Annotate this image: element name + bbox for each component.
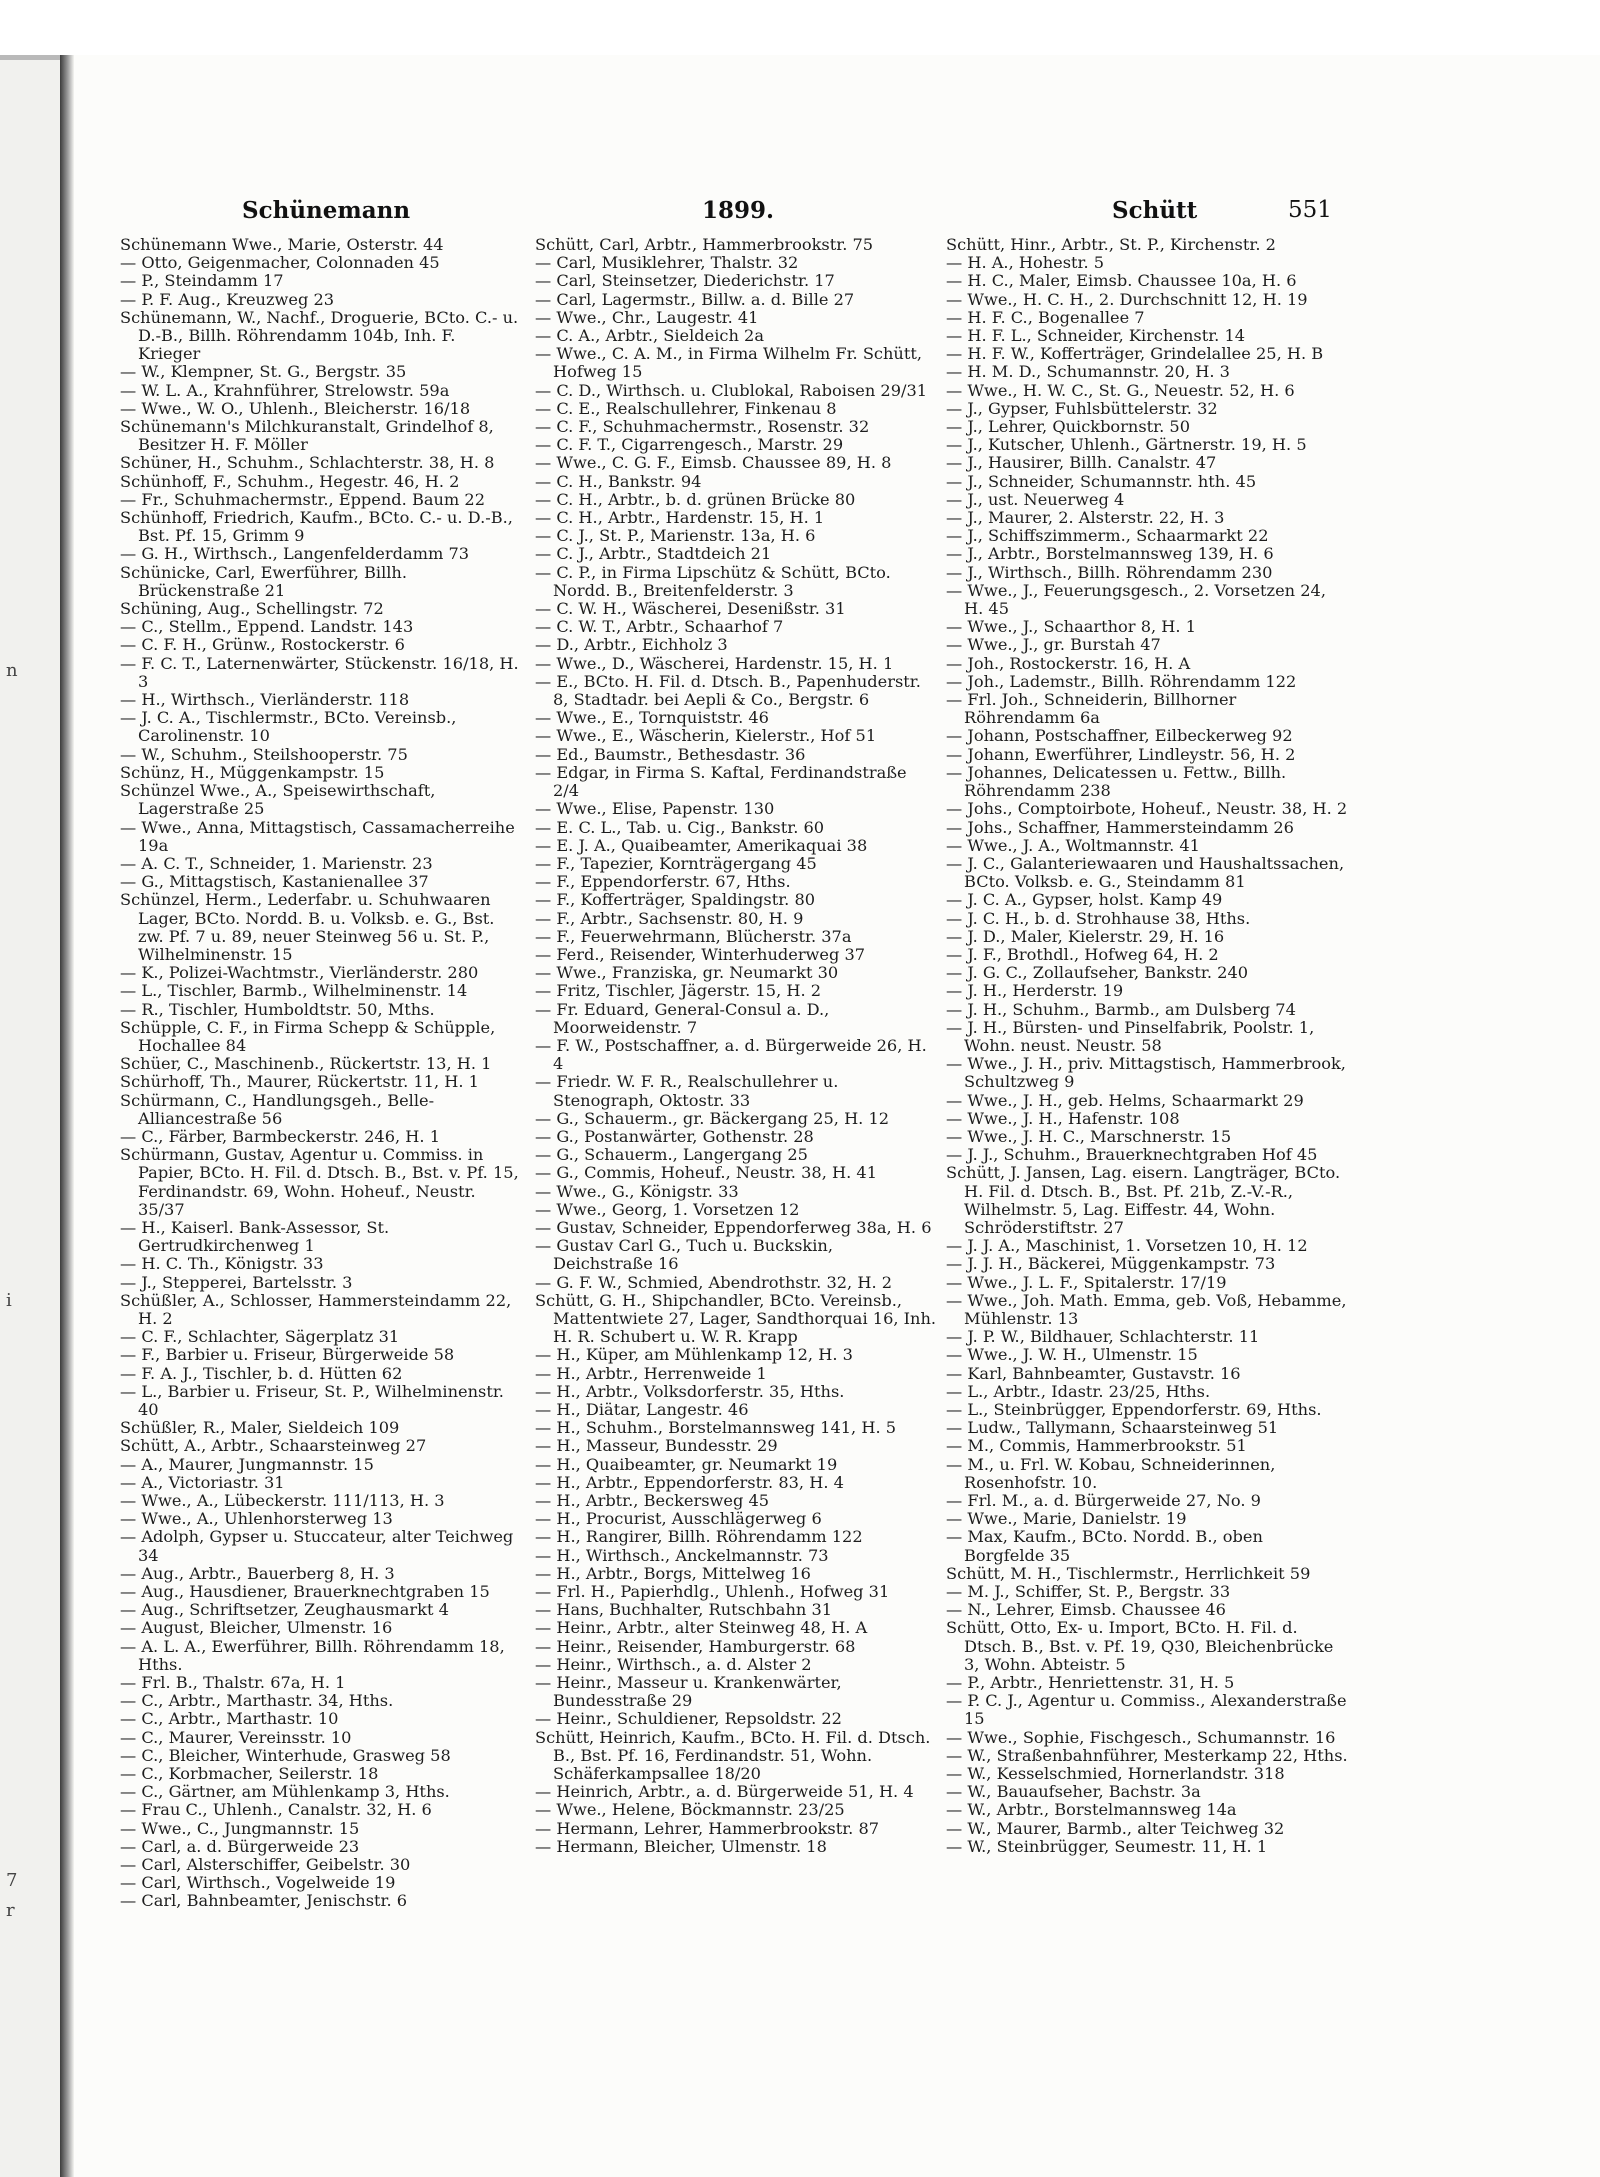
directory-entry: — H., Wirthsch., Vierländerstr. 118	[120, 690, 410, 710]
directory-entry: — Wwe., H. W. C., St. G., Neuestr. 52, H. 6	[946, 380, 1295, 400]
directory-column-2	[535, 236, 937, 1856]
directory-entry: — Hans, Buchhalter, Rutschbahn 31	[535, 1600, 833, 1620]
directory-entry: — Wwe., D., Wäscherei, Hardenstr. 15, H. 1	[535, 653, 894, 673]
directory-entry: — Ed., Baumstr., Bethesdastr. 36	[535, 744, 806, 764]
directory-entry: — E. C. L., Tab. u. Cig., Bankstr. 60	[535, 817, 825, 837]
directory-entry: — Wwe., J. H., Hafenstr. 108	[946, 1108, 1180, 1128]
directory-entry: — Carl, Lagermstr., Billw. a. d. Bille 27	[535, 289, 855, 309]
directory-entry: — Carl, Musiklehrer, Thalstr. 32	[535, 253, 799, 273]
directory-entry: Schütt, Hinr., Arbtr., St. P., Kirchenstr. 2	[946, 235, 1276, 254]
directory-entry: Schüer, C., Maschinenb., Rückertstr. 13, H. 1	[120, 1054, 492, 1074]
directory-entry: — Gustav, Schneider, Eppendorferweg 38a, H. 6	[535, 1217, 932, 1237]
directory-entry: — J. H., Herderstr. 19	[946, 981, 1124, 1001]
directory-entry: — M. J., Schiffer, St. P., Bergstr. 33	[946, 1582, 1231, 1602]
directory-entry: — H., Schuhm., Borstelmannsweg 141, H. 5	[535, 1418, 897, 1438]
directory-entry: — Heinr., Arbtr., alter Steinweg 48, H. A	[535, 1618, 868, 1638]
directory-entry: — Frl. H., Papierhdlg., Uhlenh., Hofweg 31	[535, 1582, 890, 1602]
directory-entry: — F. A. J., Tischler, b. d. Hütten 62	[120, 1363, 403, 1383]
directory-entry: — J. J. H., Bäckerei, Müggenkampstr. 73	[946, 1254, 1276, 1274]
directory-entry: — H. F. W., Kofferträger, Grindelallee 25, H. B	[946, 344, 1324, 364]
directory-entry: — P. C. J., Agentur u. Commiss., Alexanderstraße 15	[946, 1691, 1347, 1729]
directory-entry: — Friedr. W. F. R., Realschullehrer u. Stenograph, Oktostr. 33	[535, 1072, 839, 1110]
directory-entry: — F., Arbtr., Sachsenstr. 80, H. 9	[535, 908, 804, 928]
directory-entry: — Max, Kaufm., BCto. Nordd. B., oben Borgfelde 35	[946, 1527, 1263, 1565]
directory-entry: — H., Küper, am Mühlenkamp 12, H. 3	[535, 1345, 853, 1365]
directory-entry: — R., Tischler, Humboldtstr. 50, Mths.	[120, 999, 435, 1019]
directory-entry: Schünemann's Milchkuranstalt, Grindelhof 8, Besitzer H. F. Möller	[120, 417, 494, 455]
directory-entry: Schürhoff, Th., Maurer, Rückertstr. 11, H. 1	[120, 1072, 479, 1092]
directory-entry: Schüßler, A., Schlosser, Hammersteindamm 22, H. 2	[120, 1290, 512, 1328]
directory-entry: — Wwe., Georg, 1. Vorsetzen 12	[535, 1199, 800, 1219]
directory-entry: — Wwe., J., gr. Burstah 47	[946, 635, 1161, 655]
directory-entry: — C., Arbtr., Marthastr. 34, Hths.	[120, 1691, 394, 1711]
directory-entry: — H., Masseur, Bundesstr. 29	[535, 1436, 778, 1456]
directory-entry: — J., Schneider, Schumannstr. hth. 45	[946, 471, 1257, 491]
directory-entry: — J., Arbtr., Borstelmannsweg 139, H. 6	[946, 544, 1274, 564]
directory-entry: — F., Feuerwehrmann, Blücherstr. 37a	[535, 926, 852, 946]
directory-entry: Schüßler, R., Maler, Sieldeich 109	[120, 1418, 400, 1438]
directory-entry: — J. C. H., b. d. Strohhause 38, Hths.	[946, 908, 1251, 928]
directory-entry: — M., Commis, Hammerbrookstr. 51	[946, 1436, 1247, 1456]
directory-entry: — C., Stellm., Eppend. Landstr. 143	[120, 617, 414, 637]
directory-entry: — W., Schuhm., Steilshooperstr. 75	[120, 744, 408, 764]
directory-entry: — F. W., Postschaffner, a. d. Bürgerweide 26, H. 4	[535, 1035, 927, 1074]
directory-entry: — Wwe., Chr., Laugestr. 41	[535, 307, 759, 327]
directory-entry: — Wwe., Anna, Mittagstisch, Cassamacherreihe 19a	[120, 817, 515, 855]
directory-entry: — Frl. B., Thalstr. 67a, H. 1	[120, 1673, 346, 1693]
directory-entry: — F., Tapezier, Kornträgergang 45	[535, 853, 817, 873]
directory-entry: — Heinr., Wirthsch., a. d. Alster 2	[535, 1654, 812, 1674]
directory-entry: — Hermann, Lehrer, Hammerbrookstr. 87	[535, 1818, 880, 1838]
directory-entry: — J., Stepperei, Bartelsstr. 3	[120, 1272, 353, 1292]
directory-entry: — Fr., Schuhmachermstr., Eppend. Baum 22	[120, 489, 486, 509]
directory-entry: — Wwe., E., Wäscherin, Kielerstr., Hof 51	[535, 726, 877, 746]
directory-entry: — Carl, Wirthsch., Vogelweide 19	[120, 1873, 396, 1893]
directory-entry: Schürmann, C., Handlungsgeh., Belle-Alliancestraße 56	[120, 1090, 435, 1128]
directory-entry: — C., Maurer, Vereinsstr. 10	[120, 1727, 352, 1747]
directory-entry: — Wwe., Sophie, Fischgesch., Schumannstr. 16	[946, 1727, 1336, 1747]
directory-entry: — H., Rangirer, Billh. Röhrendamm 122	[535, 1527, 863, 1547]
directory-entry: — Johs., Comptoirbote, Hoheuf., Neustr. 38, H. 2	[946, 799, 1348, 819]
directory-entry: — Johann, Ewerführer, Lindleystr. 56, H. 2	[946, 744, 1296, 764]
directory-entry: — C. H., Arbtr., Hardenstr. 15, H. 1	[535, 508, 825, 528]
directory-entry: — P., Arbtr., Henriettenstr. 31, H. 5	[946, 1673, 1235, 1693]
directory-entry: Schüpple, C. F., in Firma Schepp & Schüpple, Hochallee 84	[120, 1017, 496, 1055]
directory-entry: — Wwe., A., Lübeckerstr. 111/113, H. 3	[120, 1491, 445, 1511]
directory-entry: — Ludw., Tallymann, Schaarsteinweg 51	[946, 1418, 1279, 1438]
directory-entry: — Wwe., Helene, Böckmannstr. 23/25	[535, 1800, 845, 1820]
directory-entry: — Carl, a. d. Bürgerweide 23	[120, 1836, 360, 1856]
directory-entry: — Aug., Arbtr., Bauerberg 8, H. 3	[120, 1563, 395, 1583]
directory-entry: — Heinr., Reisender, Hamburgerstr. 68	[535, 1636, 856, 1656]
directory-entry: — J. H., Schuhm., Barmb., am Dulsberg 74	[946, 999, 1296, 1019]
directory-entry: — H. M. D., Schumannstr. 20, H. 3	[946, 362, 1230, 382]
directory-entry: — Frau C., Uhlenh., Canalstr. 32, H. 6	[120, 1800, 432, 1820]
running-head-right: Schütt	[1112, 197, 1198, 224]
directory-entry: — J., Maurer, 2. Alsterstr. 22, H. 3	[946, 508, 1225, 528]
directory-entry: — W. L. A., Krahnführer, Strelowstr. 59a	[120, 380, 450, 400]
directory-entry: — J. C. A., Gypser, holst. Kamp 49	[946, 890, 1223, 910]
directory-entry: — Wwe., C. A. M., in Firma Wilhelm Fr. Schütt, Hofweg 15	[535, 344, 923, 382]
directory-entry: — Heinr., Schuldiener, Repsoldstr. 22	[535, 1709, 842, 1729]
directory-entry: — Ferd., Reisender, Winterhuderweg 37	[535, 944, 866, 964]
directory-entry: — A. L. A., Ewerführer, Billh. Röhrendamm 18, Hths.	[120, 1636, 505, 1674]
directory-entry: — C. P., in Firma Lipschütz & Schütt, BCto. Nordd. B., Breitenfelderstr. 3	[535, 562, 891, 600]
directory-entry: — C. W. H., Wäscherei, Desenißstr. 31	[535, 599, 846, 619]
directory-entry: — Wwe., A., Uhlenhorsterweg 13	[120, 1509, 393, 1529]
directory-entry: Schütt, G. H., Shipchandler, BCto. Vereinsb., Mattentwiete 27, Lager, Sandthorquai 16, Inh. H. R. Schubert u. W. R. Krapp	[535, 1290, 937, 1347]
directory-entry: — August, Bleicher, Ulmenstr. 16	[120, 1618, 393, 1638]
directory-entry: — C. A., Arbtr., Sieldeich 2a	[535, 326, 764, 346]
directory-entry: — H., Arbtr., Herrenweide 1	[535, 1363, 767, 1383]
directory-column-1	[120, 236, 522, 1911]
directory-entry: — Wwe., G., Königstr. 33	[535, 1181, 739, 1201]
directory-entry: — C. H., Bankstr. 94	[535, 471, 702, 491]
directory-entry: — D., Arbtr., Eichholz 3	[535, 635, 728, 655]
left-page-fragment: r	[6, 1900, 15, 1921]
directory-entry: Schütt, J. Jansen, Lag. eisern. Langträger, BCto. H. Fil. d. Dtsch. B., Bst. Pf. 21b, Z.-V.-R., Wilhelmstr. 5, Lag. Eiffestr. 44, Wohn. Schröderstiftstr. 27	[946, 1163, 1341, 1237]
directory-entry: — C. J., St. P., Marienstr. 13a, H. 6	[535, 526, 816, 546]
directory-entry: — W., Klempner, St. G., Bergstr. 35	[120, 362, 407, 382]
directory-entry: Schürmann, Gustav, Agentur u. Commiss. in Papier, BCto. H. Fil. d. Dtsch. B., Bst. v. Pf. 15, Ferdinandstr. 69, Wohn. Hoheuf., Neustr. 35/37	[120, 1145, 519, 1219]
directory-entry: — W., Bauaufseher, Bachstr. 3a	[946, 1782, 1201, 1802]
directory-entry: — H., Arbtr., Beckersweg 45	[535, 1491, 770, 1511]
directory-entry: — Wwe., J. L. F., Spitalerstr. 17/19	[946, 1272, 1227, 1292]
directory-entry: — J. C., Galanteriewaaren und Haushaltssachen, BCto. Volksb. e. G., Steindamm 81	[946, 853, 1345, 892]
directory-entry: Schünzel Wwe., A., Speisewirthschaft, Lagerstraße 25	[120, 781, 436, 819]
directory-entry: — J. J. A., Maschinist, 1. Vorsetzen 10, H. 12	[946, 1236, 1308, 1256]
directory-entry: — C. E., Realschullehrer, Finkenau 8	[535, 398, 837, 418]
directory-entry: — Heinrich, Arbtr., a. d. Bürgerweide 51, H. 4	[535, 1782, 914, 1802]
directory-entry: — Hermann, Bleicher, Ulmenstr. 18	[535, 1836, 827, 1856]
directory-entry: — J., Kutscher, Uhlenh., Gärtnerstr. 19, H. 5	[946, 435, 1307, 455]
directory-entry: — Aug., Hausdiener, Brauerknechtgraben 15	[120, 1582, 490, 1602]
directory-entry: — Wwe., J. W. H., Ulmenstr. 15	[946, 1345, 1198, 1365]
directory-entry: — Fritz, Tischler, Jägerstr. 15, H. 2	[535, 981, 822, 1001]
directory-entry: — Wwe., J., Schaarthor 8, H. 1	[946, 617, 1196, 637]
directory-entry: — C. F., Schlachter, Sägerplatz 31	[120, 1327, 400, 1347]
directory-entry: — C. F. T., Cigarrengesch., Marstr. 29	[535, 435, 844, 455]
directory-entry: — W., Maurer, Barmb., alter Teichweg 32	[946, 1818, 1285, 1838]
directory-entry: Schütt, A., Arbtr., Schaarsteinweg 27	[120, 1436, 427, 1456]
directory-entry: — H., Kaiserl. Bank-Assessor, St. Gertrudkirchenweg 1	[120, 1217, 390, 1256]
left-page-fragment: 7	[6, 1870, 18, 1891]
directory-entry: — Wwe., W. O., Uhlenh., Bleicherstr. 16/18	[120, 398, 471, 418]
directory-entry: — Wwe., J. H., priv. Mittagstisch, Hammerbrook, Schultzweg 9	[946, 1054, 1346, 1092]
page-number: 551	[1288, 197, 1332, 223]
directory-entry: — Carl, Alsterschiffer, Geibelstr. 30	[120, 1855, 411, 1875]
directory-entry: — C. J., Arbtr., Stadtdeich 21	[535, 544, 772, 564]
running-head-year: 1899.	[702, 197, 775, 224]
directory-entry: — L., Tischler, Barmb., Wilhelminenstr. 14	[120, 981, 468, 1001]
left-page-fragment: i	[6, 1290, 12, 1311]
directory-entry: — Heinr., Masseur u. Krankenwärter, Bundesstraße 29	[535, 1673, 842, 1711]
directory-entry: — G., Commis, Hoheuf., Neustr. 38, H. 41	[535, 1163, 877, 1183]
directory-entry: Schütt, Otto, Ex- u. Import, BCto. H. Fil. d. Dtsch. B., Bst. v. Pf. 19, Q30, Bleichenbrücke 3, Wohn. Abteistr. 5	[946, 1618, 1334, 1674]
directory-entry: — J. H., Bürsten- und Pinselfabrik, Poolstr. 1, Wohn. neust. Neustr. 58	[946, 1017, 1315, 1055]
directory-entry: — Gustav Carl G., Tuch u. Buckskin, Deichstraße 16	[535, 1236, 833, 1274]
directory-entry: — Wwe., J. A., Woltmannstr. 41	[946, 835, 1200, 855]
directory-entry: — Carl, Bahnbeamter, Jenischstr. 6	[120, 1891, 408, 1911]
directory-entry: Schütt, Carl, Arbtr., Hammerbrookstr. 75	[535, 235, 874, 254]
directory-entry: — Edgar, in Firma S. Kaftal, Ferdinandstraße 2/4	[535, 762, 907, 801]
directory-entry: — H., Arbtr., Volksdorferstr. 35, Hths.	[535, 1381, 845, 1401]
directory-entry: — J., Wirthsch., Billh. Röhrendamm 230	[946, 562, 1273, 582]
directory-entry: — Aug., Schriftsetzer, Zeughausmarkt 4	[120, 1600, 449, 1620]
directory-entry: — Wwe., Franziska, gr. Neumarkt 30	[535, 963, 839, 983]
directory-entry: Schütt, Heinrich, Kaufm., BCto. H. Fil. d. Dtsch. B., Bst. Pf. 16, Ferdinandstr. 51, Wohn. Schäferkampsallee 18/20	[535, 1727, 931, 1784]
directory-entry: — F. C. T., Laternenwärter, Stückenstr. 16/18, H. 3	[120, 653, 519, 691]
book-spine-shadow	[60, 55, 74, 2177]
directory-entry: — J., Lehrer, Quickbornstr. 50	[946, 417, 1191, 437]
directory-entry: — F., Barbier u. Friseur, Bürgerweide 58	[120, 1345, 455, 1365]
directory-entry: — L., Barbier u. Friseur, St. P., Wilhelminenstr. 40	[120, 1381, 504, 1419]
directory-entry: — H., Quaibeamter, gr. Neumarkt 19	[535, 1454, 838, 1474]
directory-entry: — Frl. M., a. d. Bürgerweide 27, No. 9	[946, 1491, 1261, 1511]
directory-entry: — L., Steinbrügger, Eppendorferstr. 69, Hths.	[946, 1400, 1322, 1419]
directory-entry: — Karl, Bahnbeamter, Gustavstr. 16	[946, 1363, 1241, 1383]
directory-entry: — Wwe., J. H., geb. Helms, Schaarmarkt 29	[946, 1090, 1304, 1110]
directory-entry: — Johann, Postschaffner, Eilbeckerweg 92	[946, 726, 1293, 746]
directory-entry: — J. C. A., Tischlermstr., BCto. Vereinsb., Carolinenstr. 10	[120, 708, 457, 746]
directory-entry: — G. F. W., Schmied, Abendrothstr. 32, H. 2	[535, 1272, 893, 1292]
directory-entry: — Wwe., E., Tornquiststr. 46	[535, 708, 769, 728]
directory-entry: — Otto, Geigenmacher, Colonnaden 45	[120, 253, 440, 273]
directory-entry: — Wwe., C. G. F., Eimsb. Chaussee 89, H. 8	[535, 453, 892, 473]
directory-entry: — Wwe., C., Jungmannstr. 15	[120, 1818, 360, 1838]
running-head-left: Schünemann	[242, 197, 411, 224]
directory-entry: — W., Kesselschmied, Hornerlandstr. 318	[946, 1764, 1285, 1784]
directory-entry: — Wwe., Marie, Danielstr. 19	[946, 1509, 1187, 1529]
left-page-fragment: n	[6, 660, 18, 681]
directory-entry: — J., Schiffszimmerm., Schaarmarkt 22	[946, 526, 1269, 546]
directory-entry: — G., Schauerm., gr. Bäckergang 25, H. 12	[535, 1108, 890, 1128]
directory-entry: — C., Bleicher, Winterhude, Grasweg 58	[120, 1745, 451, 1765]
directory-entry: — F., Eppendorferstr. 67, Hths.	[535, 872, 791, 892]
directory-entry: — J. P. W., Bildhauer, Schlachterstr. 11	[946, 1327, 1260, 1347]
directory-entry: — Johs., Schaffner, Hammersteindamm 26	[946, 817, 1294, 837]
directory-entry: — Wwe., Elise, Papenstr. 130	[535, 799, 775, 819]
directory-entry: Schünemann, W., Nachf., Droguerie, BCto. C.- u. D.-B., Billh. Röhrendamm 104b, Inh. F. Krieger	[120, 307, 519, 364]
directory-entry: — H. A., Hohestr. 5	[946, 253, 1105, 273]
directory-entry: — J. D., Maler, Kielerstr. 29, H. 16	[946, 926, 1225, 946]
directory-entry: Schütt, M. H., Tischlermstr., Herrlichkeit 59	[946, 1563, 1311, 1583]
directory-entry: — J., Gypser, Fuhlsbüttelerstr. 32	[946, 398, 1218, 418]
directory-entry: — Wwe., H. C. H., 2. Durchschnitt 12, H. 19	[946, 289, 1308, 309]
directory-entry: — P. F. Aug., Kreuzweg 23	[120, 289, 335, 309]
directory-entry: — W., Arbtr., Borstelmannsweg 14a	[946, 1800, 1237, 1820]
directory-entry: — P., Steindamm 17	[120, 271, 284, 291]
directory-entry: — H. F. L., Schneider, Kirchenstr. 14	[946, 326, 1246, 346]
directory-entry: — Fr. Eduard, General-Consul a. D., Moorweidenstr. 7	[535, 999, 830, 1037]
directory-entry: — C. W. T., Arbtr., Schaarhof 7	[535, 617, 784, 637]
directory-entry: — E. J. A., Quaibeamter, Amerikaquai 38	[535, 835, 868, 855]
directory-entry: — Joh., Lademstr., Billh. Röhrendamm 122	[946, 671, 1297, 691]
directory-entry: Schünemann Wwe., Marie, Osterstr. 44	[120, 235, 444, 254]
directory-entry: — H. F. C., Bogenallee 7	[946, 307, 1145, 327]
directory-entry: — A. C. T., Schneider, 1. Marienstr. 23	[120, 853, 433, 873]
directory-entry: — H., Diätar, Langestr. 46	[535, 1400, 749, 1419]
directory-entry: — M., u. Frl. W. Kobau, Schneiderinnen, Rosenhofstr. 10.	[946, 1454, 1276, 1492]
directory-entry: — H. C., Maler, Eimsb. Chaussee 10a, H. 6	[946, 271, 1297, 291]
directory-entry: Schünicke, Carl, Ewerführer, Billh. Brückenstraße 21	[120, 562, 407, 600]
directory-entry: — C. F. H., Grünw., Rostockerstr. 6	[120, 635, 405, 655]
previous-page-edge	[0, 60, 60, 2177]
directory-entry: — C., Färber, Barmbeckerstr. 246, H. 1	[120, 1126, 441, 1146]
directory-entry: — G., Postanwärter, Gothenstr. 28	[535, 1126, 814, 1146]
directory-entry: — G., Mittagstisch, Kastanienallee 37	[120, 872, 429, 892]
directory-entry: — J. G. C., Zollaufseher, Bankstr. 240	[946, 963, 1249, 983]
directory-entry: Schünzel, Herm., Lederfabr. u. Schuhwaaren Lager, BCto. Nordd. B. u. Volksb. e. G., Bst. zw. Pf. 7 u. 89, neuer Steinweg 56 u. St. P., Wilhelminenstr. 15	[120, 890, 495, 964]
directory-entry: — C., Korbmacher, Seilerstr. 18	[120, 1764, 379, 1784]
directory-entry: — C. F., Schuhmachermstr., Rosenstr. 32	[535, 417, 870, 437]
directory-entry: — J. F., Brothdl., Hofweg 64, H. 2	[946, 944, 1219, 964]
directory-entry: Schünhoff, Friedrich, Kaufm., BCto. C.- u. D.-B., Bst. Pf. 15, Grimm 9	[120, 508, 513, 546]
directory-entry: — Frl. Joh., Schneiderin, Billhorner Röhrendamm 6a	[946, 690, 1237, 728]
directory-entry: — A., Victoriastr. 31	[120, 1472, 285, 1492]
directory-entry: — J. J., Schuhm., Brauerknechtgraben Hof 45	[946, 1145, 1318, 1165]
directory-entry: — E., BCto. H. Fil. d. Dtsch. B., Papenhuderstr. 8, Stadtadr. bei Aepli & Co., Bergstr. 6	[535, 671, 921, 710]
directory-entry: — Carl, Steinsetzer, Diederichstr. 17	[535, 271, 835, 291]
directory-entry: — C., Gärtner, am Mühlenkamp 3, Hths.	[120, 1782, 450, 1802]
directory-entry: — A., Maurer, Jungmannstr. 15	[120, 1454, 374, 1474]
directory-entry: — C. H., Arbtr., b. d. grünen Brücke 80	[535, 489, 856, 509]
directory-entry: — K., Polizei-Wachtmstr., Vierländerstr. 280	[120, 963, 479, 983]
directory-entry: — H. C. Th., Königstr. 33	[120, 1254, 324, 1274]
directory-entry: Schüning, Aug., Schellingstr. 72	[120, 599, 384, 619]
directory-entry: — G. H., Wirthsch., Langenfelderdamm 73	[120, 544, 470, 564]
directory-entry: — J., Hausirer, Billh. Canalstr. 47	[946, 453, 1217, 473]
directory-entry: — H., Procurist, Ausschlägerweg 6	[535, 1509, 822, 1529]
directory-entry: — Wwe., J. H. C., Marschnerstr. 15	[946, 1126, 1232, 1146]
directory-entry: Schüner, H., Schuhm., Schlachterstr. 38, H. 8	[120, 453, 495, 473]
directory-entry: — Wwe., Joh. Math. Emma, geb. Voß, Hebamme, Mühlenstr. 13	[946, 1290, 1347, 1328]
directory-entry: — N., Lehrer, Eimsb. Chaussee 46	[946, 1600, 1226, 1620]
directory-entry: — H., Arbtr., Eppendorferstr. 83, H. 4	[535, 1472, 844, 1492]
directory-entry: — Adolph, Gypser u. Stuccateur, alter Teichweg 34	[120, 1527, 514, 1565]
directory-column-3	[946, 236, 1348, 1856]
directory-entry: — H., Arbtr., Borgs, Mittelweg 16	[535, 1563, 811, 1583]
directory-entry: — F., Kofferträger, Spaldingstr. 80	[535, 890, 816, 910]
directory-entry: — G., Schauerm., Langergang 25	[535, 1145, 808, 1165]
directory-entry: Schünhoff, F., Schuhm., Hegestr. 46, H. 2	[120, 471, 460, 491]
directory-entry: — Johannes, Delicatessen u. Fettw., Billh. Röhrendamm 238	[946, 762, 1287, 801]
directory-entry: — J., ust. Neuerweg 4	[946, 489, 1125, 509]
directory-entry: — W., Steinbrügger, Seumestr. 11, H. 1	[946, 1836, 1268, 1856]
directory-entry: — Wwe., J., Feuerungsgesch., 2. Vorsetzen 24, H. 45	[946, 580, 1326, 619]
directory-entry: — Joh., Rostockerstr. 16, H. A	[946, 653, 1191, 673]
directory-entry: Schünz, H., Müggenkampstr. 15	[120, 762, 385, 782]
directory-entry: — C. D., Wirthsch. u. Clublokal, Raboisen 29/31	[535, 380, 928, 400]
directory-entry: — H., Wirthsch., Anckelmannstr. 73	[535, 1545, 829, 1565]
directory-entry: — C., Arbtr., Marthastr. 10	[120, 1709, 339, 1729]
directory-entry: — L., Arbtr., Idastr. 23/25, Hths.	[946, 1381, 1211, 1401]
directory-entry: — W., Straßenbahnführer, Mesterkamp 22, Hths.	[946, 1745, 1348, 1765]
